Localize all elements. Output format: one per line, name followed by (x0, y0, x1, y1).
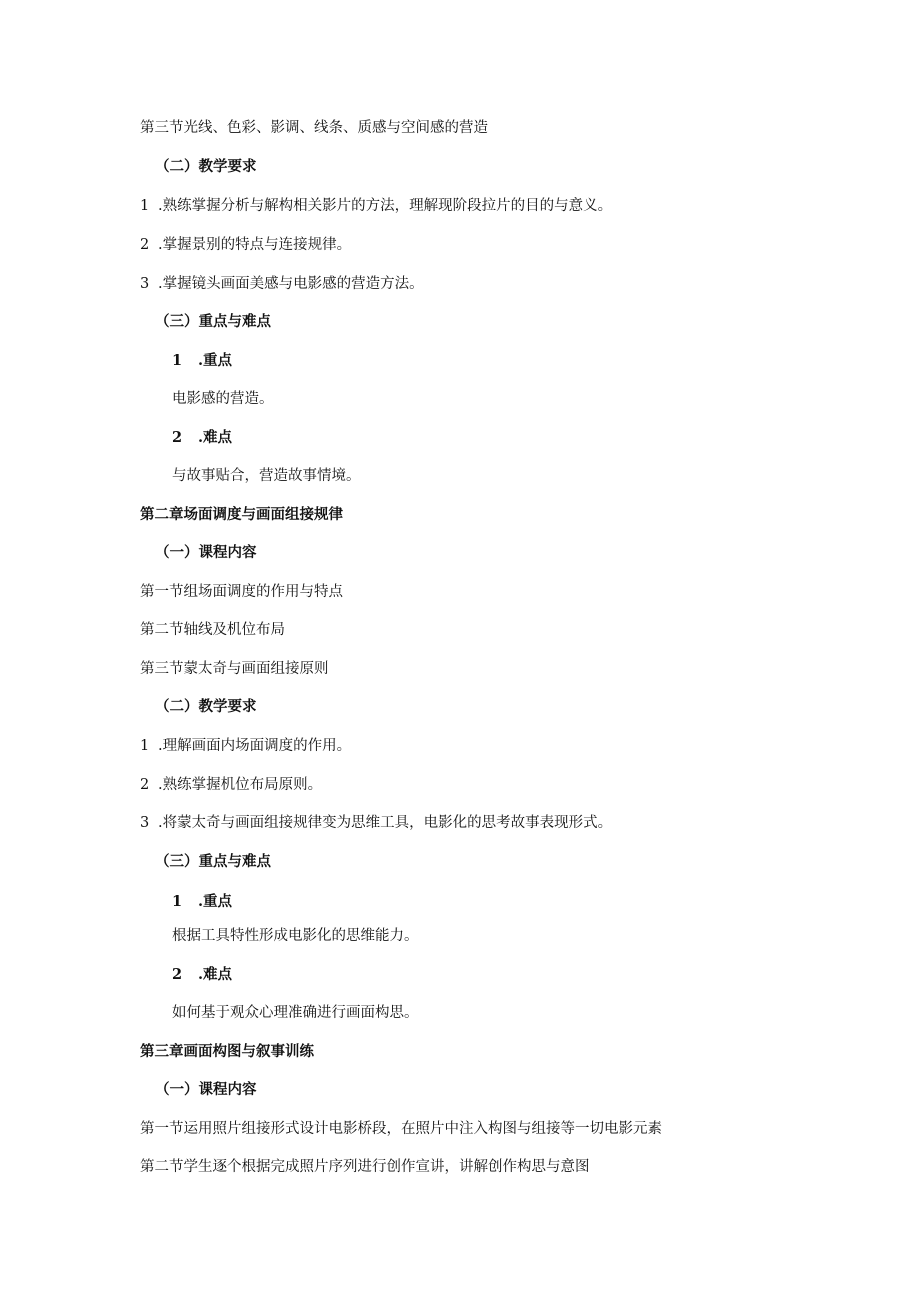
section-item: 第二节轴线及机位布局 (140, 622, 285, 638)
section-item: 第二节学生逐个根据完成照片序列进行创作宣讲，讲解创作构思与意图 (140, 1159, 590, 1175)
paragraph: 根据工具特性形成电影化的思维能力。 (172, 928, 419, 944)
paragraph: 如何基于观众心理准确进行画面构思。 (172, 1005, 419, 1021)
subsection-heading: （三）重点与难点 (155, 313, 271, 330)
point-heading: 1 .重点 (172, 893, 233, 910)
list-item: 3 .掌握镜头画面美感与电影感的营造方法。 (140, 276, 424, 292)
subsection-heading: （三）重点与难点 (155, 853, 271, 870)
point-heading: 2 .难点 (172, 966, 233, 983)
section-item: 第三节蒙太奇与画面组接原则 (140, 661, 329, 677)
subsection-heading: （二）教学要求 (155, 698, 257, 715)
section-item: 第一节组场面调度的作用与特点 (140, 584, 343, 600)
list-item: 2 .熟练掌握机位布局原则。 (140, 777, 323, 793)
list-item: 1 .理解画面内场面调度的作用。 (140, 738, 352, 754)
list-item: 1 .熟练掌握分析与解构相关影片的方法，理解现阶段拉片的目的与意义。 (140, 198, 613, 214)
paragraph: 电影感的营造。 (172, 391, 274, 407)
subsection-heading: （一）课程内容 (155, 1081, 257, 1098)
point-heading: 1 .重点 (172, 352, 233, 369)
subsection-heading: （二）教学要求 (155, 158, 257, 175)
section-heading: 第三节光线、色彩、影调、线条、质感与空间感的营造 (140, 120, 488, 136)
chapter-heading: 第三章画面构图与叙事训练 (140, 1043, 314, 1060)
subsection-heading: （一）课程内容 (155, 544, 257, 561)
point-heading: 2 .难点 (172, 429, 233, 446)
section-item: 第一节运用照片组接形式设计电影桥段，在照片中注入构图与组接等一切电影元素 (140, 1121, 662, 1137)
list-item: 2 .掌握景别的特点与连接规律。 (140, 237, 352, 253)
paragraph: 与故事贴合，营造故事情境。 (172, 468, 361, 484)
chapter-heading: 第二章场面调度与画面组接规律 (140, 506, 343, 523)
list-item: 3 .将蒙太奇与画面组接规律变为思维工具，电影化的思考故事表现形式。 (140, 815, 613, 831)
